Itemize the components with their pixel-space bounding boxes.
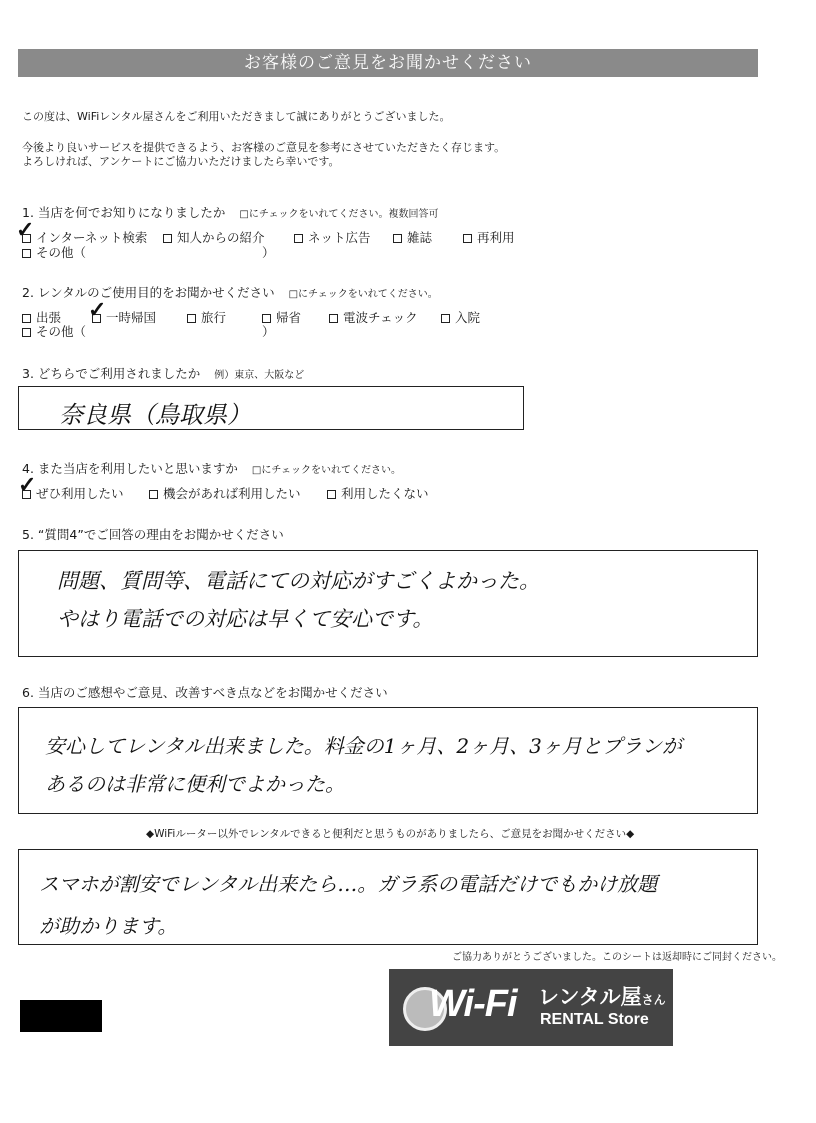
- redaction-block: [20, 1000, 102, 1032]
- footer-thanks: ご協力ありがとうございました。このシートは返却時にご同封ください。: [452, 952, 782, 963]
- intro-line-1: この度は、WiFiレンタル屋さんをご利用いただきまして誠にありがとうございました。: [22, 110, 451, 123]
- q7-answer-line-1: スマホが割安でレンタル出来たら…。ガラ系の電話だけでもかけ放題: [39, 872, 658, 896]
- q5-answer-box[interactable]: [18, 550, 758, 657]
- question-2-note: □にチェックをいれてください。: [288, 289, 438, 300]
- q2-option-travel[interactable]: 旅行: [187, 308, 226, 326]
- question-5-label: 5. “質問4”でご回答の理由をお聞かせください: [22, 527, 284, 542]
- question-1: [22, 203, 439, 221]
- logo-jp-text: レンタル屋さん: [538, 985, 666, 1009]
- q1-option-reuse[interactable]: 再利用: [463, 228, 515, 246]
- page-title: お客様のご意見をお聞かせください: [18, 49, 758, 77]
- q2-option-homecoming[interactable]: 帰省: [262, 308, 301, 326]
- q7-answer-line-2: が助かります。: [39, 914, 178, 938]
- logo-main-text: Wi-Fi: [429, 983, 517, 1025]
- intro-line-3: よろしければ、アンケートにご協力いただけましたら幸いです。: [22, 155, 340, 168]
- question-6-label: 6. 当店のご感想やご意見、改善すべき点などをお聞かせください: [22, 685, 388, 700]
- question-4: [22, 459, 401, 477]
- question-3-note: 例）東京、大阪など: [214, 370, 305, 381]
- checkbox[interactable]: [22, 249, 31, 258]
- q6-answer-line-1: 安心してレンタル出来ました。料金の1ヶ月、2ヶ月、3ヶ月とプランが: [45, 734, 682, 758]
- checkbox[interactable]: [187, 314, 196, 323]
- q2-option-return-home[interactable]: 一時帰国: [92, 308, 156, 326]
- q3-answer: 奈良県（鳥取県）: [59, 401, 251, 429]
- intro-line-2: 今後より良いサービスを提供できるよう、お客様のご意見を参考にさせていただきたく存じます。: [22, 141, 506, 154]
- q7-answer-box[interactable]: [18, 849, 758, 945]
- q6-answer-line-2: あるのは非常に便利でよかった。: [45, 772, 345, 796]
- q5-answer-line-2: やはり電話での対応は早くて安心です。: [57, 607, 434, 631]
- handwritten-check-mark: ✓: [88, 297, 107, 323]
- checkbox[interactable]: [149, 490, 158, 499]
- question-3: [22, 364, 304, 382]
- checkbox[interactable]: [441, 314, 450, 323]
- handwritten-check-mark: ✓: [16, 217, 35, 243]
- question-1-note: □にチェックをいれてください。複数回答可: [239, 209, 439, 220]
- checkbox[interactable]: [327, 490, 336, 499]
- question-4-label: 4. また当店を利用したいと思いますか: [22, 461, 238, 476]
- question-2-label: 2. レンタルのご使用目的をお聞かせください: [22, 285, 275, 300]
- q6-answer-box[interactable]: [18, 707, 758, 814]
- question-3-label: 3. どちらでご利用されましたか: [22, 366, 201, 381]
- q1-other-close: ）: [262, 245, 275, 260]
- q1-option-internet[interactable]: インターネット検索: [22, 228, 147, 246]
- q1-option-referral[interactable]: 知人からの紹介: [163, 228, 265, 246]
- q4-option-if-chance[interactable]: 機会があれば利用したい: [149, 484, 301, 502]
- checkbox[interactable]: [463, 234, 472, 243]
- q2-option-signal-check[interactable]: 電波チェック: [329, 308, 418, 326]
- checkbox[interactable]: [393, 234, 402, 243]
- q4-option-definitely[interactable]: ぜひ利用したい: [22, 484, 124, 502]
- checkbox[interactable]: [22, 328, 31, 337]
- q1-option-net-ad[interactable]: ネット広告: [294, 228, 371, 246]
- checkbox[interactable]: [163, 234, 172, 243]
- logo-sub-text: RENTAL Store: [540, 1011, 649, 1028]
- q2-other-close: ）: [262, 324, 275, 339]
- q5-answer-line-1: 問題、質問等、電話にての対応がすごくよかった。: [57, 569, 540, 593]
- q1-option-other[interactable]: その他（: [22, 243, 86, 261]
- checkbox[interactable]: [329, 314, 338, 323]
- q2-option-other[interactable]: その他（: [22, 322, 86, 340]
- q4-option-no[interactable]: 利用したくない: [327, 484, 429, 502]
- question-4-note: □にチェックをいれてください。: [251, 465, 402, 476]
- wifi-rental-store-logo: [389, 969, 673, 1046]
- question-1-label: 1. 当店を何でお知りになりましたか: [22, 205, 226, 220]
- checkbox[interactable]: [294, 234, 303, 243]
- question-2: [22, 283, 438, 301]
- handwritten-check-mark: ✓: [18, 472, 37, 498]
- q1-option-magazine[interactable]: 雑誌: [393, 228, 432, 246]
- question-7-label: ◆WiFiルーター以外でレンタルできると便利だと思うものがありましたら、ご意見をお聞かせください◆: [146, 828, 635, 840]
- q3-answer-box[interactable]: [18, 386, 524, 430]
- q2-option-business[interactable]: 出張: [22, 308, 61, 326]
- q2-option-hospital[interactable]: 入院: [441, 308, 480, 326]
